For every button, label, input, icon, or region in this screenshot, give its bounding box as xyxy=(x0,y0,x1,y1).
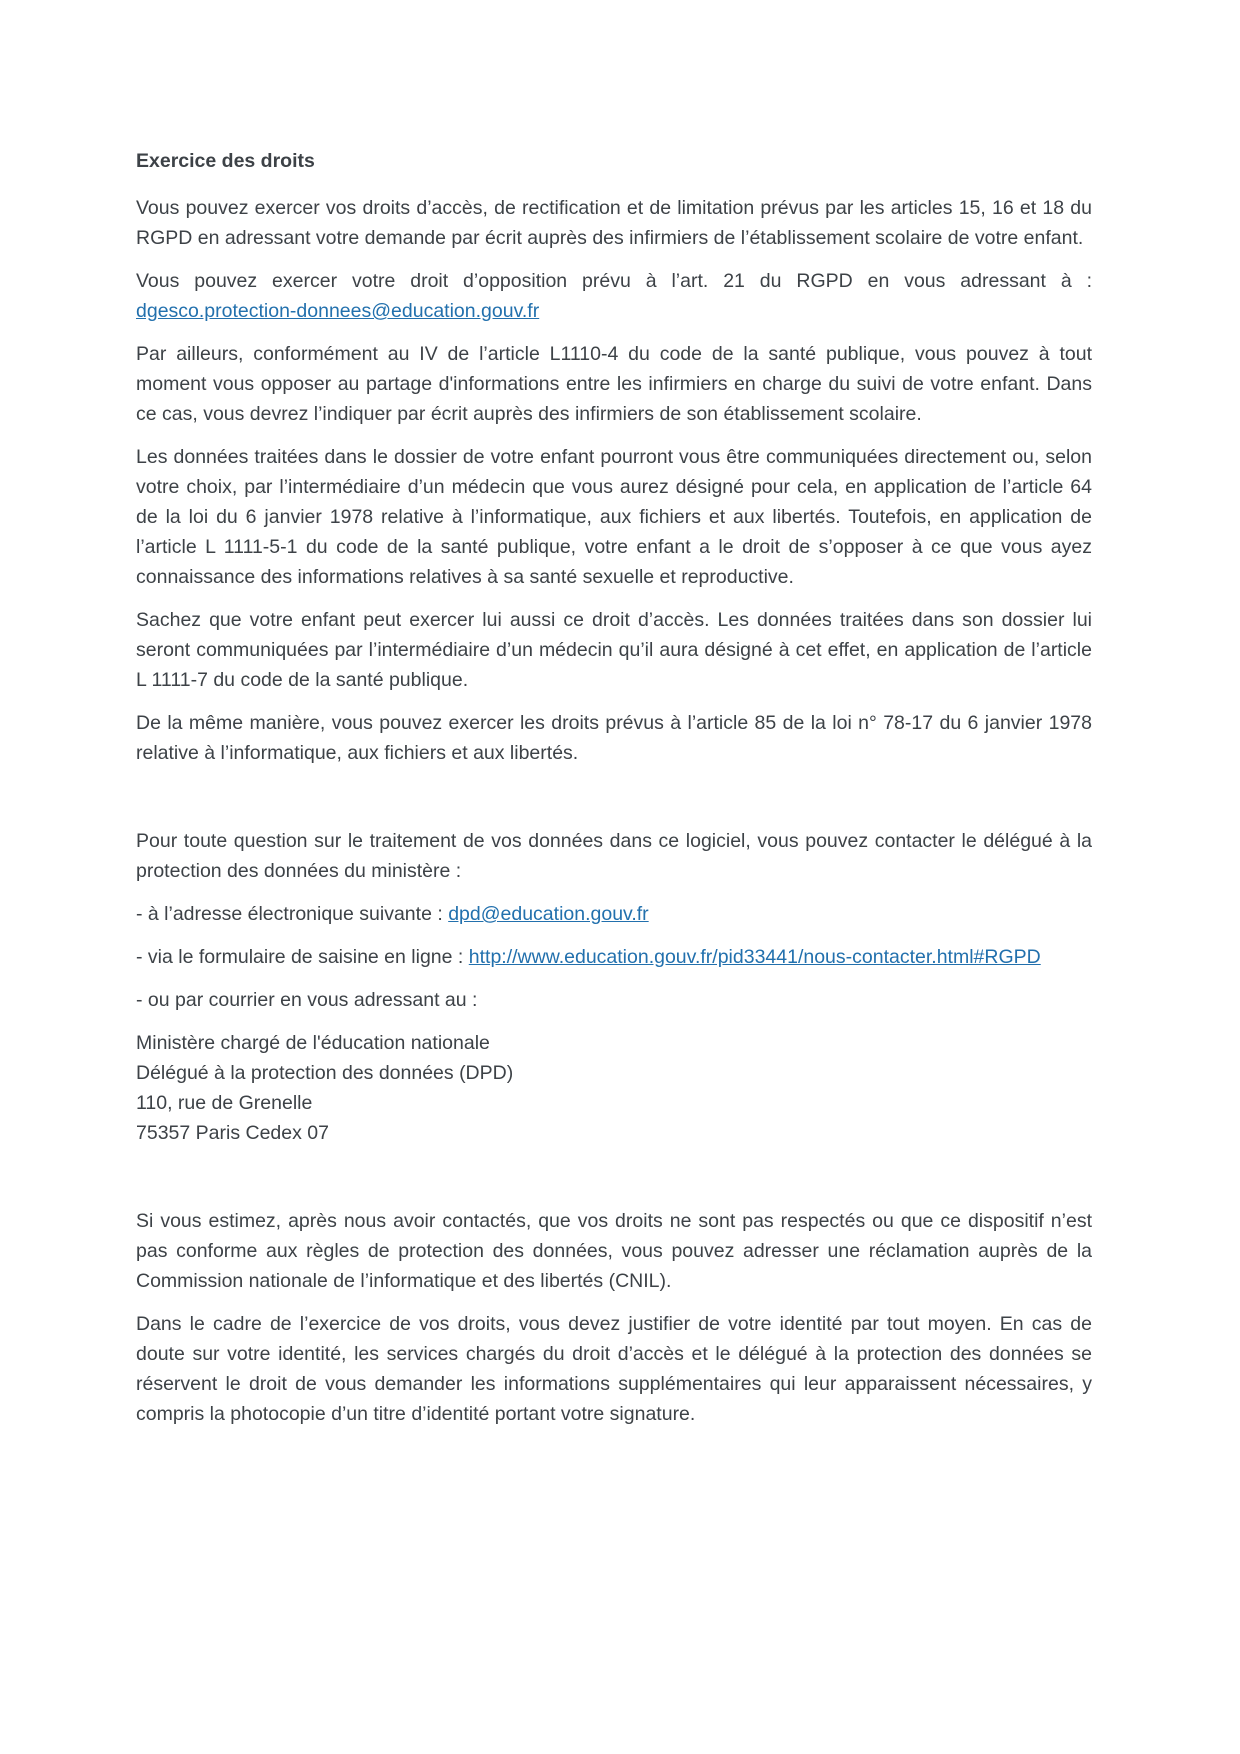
paragraph-text: Vous pouvez exercer votre droit d’opposition prévu à l’art. 21 du RGPD en vous adressant à : xyxy=(136,270,1092,292)
bullet-form xyxy=(136,942,1092,972)
paragraph-rights-access xyxy=(136,193,1092,253)
paragraph-child-rights xyxy=(136,605,1092,695)
paragraph-opposition xyxy=(136,266,1092,326)
bullet-label: - ou par courrier en vous adressant au : xyxy=(136,989,478,1011)
paragraph-text: Par ailleurs, conformément au IV de l’article L1110-4 du code de la santé publique, vous pouvez à tout moment vous opposer au partage d'informations entre les infirmiers en charge du suivi de votre enfant. Dans ce cas, vous devrez l’indiquer par écrit auprès des infirmiers de son établissement scolaire. xyxy=(136,343,1092,425)
bullet-label: - à l’adresse électronique suivante : xyxy=(136,903,443,925)
paragraph-text: Sachez que votre enfant peut exercer lui aussi ce droit d’accès. Les données traitées dans son dossier lui seront communiquées par l’intermédiaire d’un médecin qu’il aura désigné à cet effet, en application de l’article L 1111-7 du code de la santé publique. xyxy=(136,609,1092,691)
address-line-dpd: Délégué à la protection des données (DPD) xyxy=(136,1062,514,1084)
paragraph-text: Dans le cadre de l’exercice de vos droits, vous devez justifier de votre identité par tout moyen. En cas de doute sur votre identité, les services chargés du droit d’accès et le délégué à la protection des données se réservent le droit de vous demander les informations supplémentaires qui leur apparaissent nécessaires, y compris la photocopie d’un titre d’identité portant votre signature. xyxy=(136,1313,1092,1425)
paragraph-complaint-cnil xyxy=(136,1206,1092,1296)
paragraph-article-85 xyxy=(136,708,1092,768)
paragraph-contact-intro xyxy=(136,826,1092,886)
bullet-email xyxy=(136,899,1092,929)
paragraph-text: De la même manière, vous pouvez exercer les droits prévus à l’article 85 de la loi n° 78-17 du 6 janvier 1978 relative à l’informatique, aux fichiers et aux libertés. xyxy=(136,712,1092,764)
address-line-city: 75357 Paris Cedex 07 xyxy=(136,1122,329,1144)
paragraph-health-code-sharing xyxy=(136,339,1092,429)
paragraph-text: Les données traitées dans le dossier de votre enfant pourront vous être communiquées directement ou, selon votre choix, par l’intermédiaire d’un médecin que vous aurez désigné pour cela, en application de l’article 64 de la loi du 6 janvier 1978 relative à l’informatique, aux fichiers et aux libertés. Toutefois, en application de l’article L 1111-5-1 du code de la santé publique, votre enfant a le droit de s’opposer à ce que vous ayez connaissance des informations relatives à sa santé sexuelle et reproductive. xyxy=(136,446,1092,588)
page-title: Exercice des droits xyxy=(136,150,315,172)
paragraph-text: Si vous estimez, après nous avoir contactés, que vos droits ne sont pas respectés ou que ce dispositif n’est pas conforme aux règles de protection des données, vous pouvez adresser une réclamation auprès de la Commission nationale de l’informatique et des libertés (CNIL). xyxy=(136,1210,1092,1292)
address-line-ministry: Ministère chargé de l'éducation nationale xyxy=(136,1032,490,1054)
bullet-mail xyxy=(136,985,1092,1015)
dgesco-email-link[interactable]: dgesco.protection-donnees@education.gouv.fr xyxy=(136,300,540,322)
paragraph-text: Pour toute question sur le traitement de vos données dans ce logiciel, vous pouvez contacter le délégué à la protection des données du ministère : xyxy=(136,830,1092,882)
paragraph-identity-proof xyxy=(136,1309,1092,1429)
paragraph-data-communication xyxy=(136,442,1092,592)
dpd-email-link[interactable]: dpd@education.gouv.fr xyxy=(448,903,649,925)
postal-address-block xyxy=(136,1028,1092,1148)
address-line-street: 110, rue de Grenelle xyxy=(136,1092,313,1114)
contact-form-link[interactable]: http://www.education.gouv.fr/pid33441/nous-contacter.html#RGPD xyxy=(468,946,1041,968)
bullet-label: - via le formulaire de saisine en ligne : xyxy=(136,946,464,968)
paragraph-text: Vous pouvez exercer vos droits d’accès, de rectification et de limitation prévus par les articles 15, 16 et 18 du RGPD en adressant votre demande par écrit auprès des infirmiers de l’établissement scolaire de votre enfant. xyxy=(136,197,1092,249)
